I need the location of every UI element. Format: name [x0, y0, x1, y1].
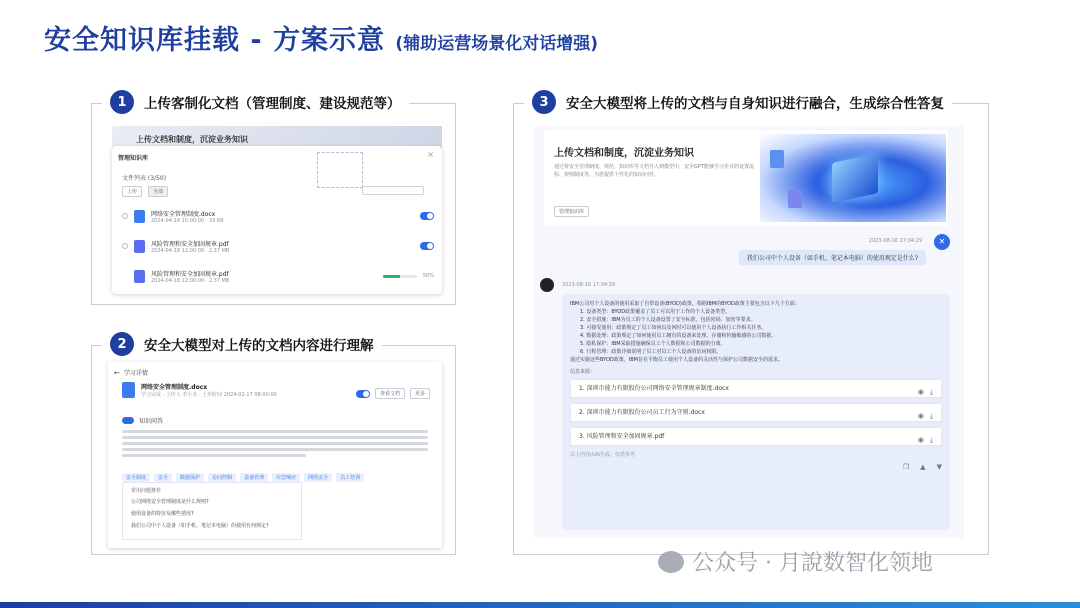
source-name: 2. 深圳市能力有限股份公司员工行为守则.docx: [579, 408, 705, 416]
step3-number: 3: [532, 90, 556, 114]
bot-answer: [562, 294, 950, 530]
source-item[interactable]: [570, 403, 942, 422]
source-item[interactable]: [570, 427, 942, 446]
back-label: 学习详情: [123, 370, 148, 377]
eye-icon[interactable]: ◉: [917, 411, 924, 420]
user-message-time: 2023-08-16 17:04:29: [868, 238, 922, 244]
bottom-accent-bar: [0, 602, 1080, 608]
copy-icon[interactable]: ❐: [902, 463, 910, 471]
word-doc-icon: [770, 150, 784, 168]
step1-header: [102, 90, 409, 114]
doc-name: 网络安全管理制度.docx: [141, 384, 208, 391]
tag-chip[interactable]: 安全: [154, 473, 172, 482]
step1-number: 1: [110, 90, 134, 114]
thumbs-up-icon[interactable]: ▲: [920, 463, 926, 471]
answer-intro: IBM公司对个人设备的使用采取了自带设备(BYOD)政策。根据IBM的BYOD政策主要包含以下几个方面：: [570, 301, 800, 307]
source-name: 3. 风险管理和安全加固规章.pdf: [579, 432, 665, 440]
answer-end: 通过实施这些BYOD政策，IBM旨在平衡员工使用个人设备的灵活性与保护公司数据安全的需求。: [570, 357, 783, 363]
eye-icon[interactable]: ◉: [917, 387, 924, 396]
file-list-label: 文件列表 (3/50): [122, 175, 167, 182]
file-meta: 2024-04-18 12:00:00 · 2.37 MB: [151, 277, 230, 284]
chat-window: [534, 126, 964, 538]
page-subtitle: (辅助运营场景化对话增强): [395, 34, 598, 54]
step2-header: [102, 332, 382, 356]
manage-kb-button[interactable]: 管理知识库: [554, 206, 589, 217]
ai-disclaimer: 以上内容由AI生成，仅供参考: [570, 452, 635, 458]
answer-item: 5. 隐私保护：IBM采取措施确保员工个人数据和公司数据的分离。: [580, 341, 726, 347]
user-question: 我们公司中个人设备（如手机、笔记本电脑）的使用规定是什么?: [739, 250, 926, 265]
intro-card-title: 上传文档和制度，沉淀业务知识: [554, 148, 694, 159]
ai-chip-illustration: [760, 134, 946, 222]
faq-item[interactable]: 使用设备的特征及哪些情况?: [131, 511, 194, 517]
step1-banner: 上传文档和制度，沉淀业务知识: [112, 126, 442, 150]
answer-item: 3. 可接受使用：政策规定了员工如何以及何时可以使用个人设备执行工作相关任务。: [580, 325, 767, 331]
intro-card: [544, 130, 948, 226]
file-meta: 2024-04-18 15:00:00 · 33 KB: [151, 217, 224, 224]
tag-chip[interactable]: 员工培训: [336, 473, 364, 482]
download-icon[interactable]: ⤓: [929, 387, 933, 396]
answer-item: 2. 安全措施：IBM为员工的个人设备设置了安全标准，包括密码、加密等要求。: [580, 317, 756, 323]
tag-chip[interactable]: 设备管理: [240, 473, 268, 482]
download-icon[interactable]: ⤓: [929, 411, 933, 420]
learning-detail-card: [108, 362, 442, 548]
tag-chip[interactable]: 应急响应: [272, 473, 300, 482]
page-title: 安全知识库挂载 - 方案示意 (辅助运营场景化对话增强): [44, 25, 598, 56]
step2-title: 安全大模型对上传的文档内容进行理解: [144, 338, 374, 354]
answer-item: 1. 设备类型：BYOD政策覆盖了员工可以用于工作的个人设备类型。: [580, 309, 731, 315]
knowledge-dialog: [112, 146, 442, 294]
file-row[interactable]: [122, 264, 434, 288]
step1-title: 上传客制化文档（管理制度、建设规范等）: [144, 96, 401, 112]
tag-chip[interactable]: 数据保护: [176, 473, 204, 482]
upload-progress-fill: [383, 275, 400, 278]
upload-progress-bar: [383, 275, 417, 278]
cube-icon: [832, 153, 878, 203]
upload-progress-text: 50%: [422, 273, 434, 279]
radio-icon[interactable]: [122, 213, 128, 219]
file-name: 风险管理和安全加固规章.pdf: [151, 240, 229, 248]
step3-header: [524, 90, 952, 114]
watermark: 公众号 · 月說数智化领地: [658, 546, 933, 577]
back-arrow-icon[interactable]: ←: [114, 368, 120, 377]
word-file-icon: [134, 210, 145, 223]
intro-card-desc: 通过将安全管理制度、规范，知识库等文档导入到模型中，安全GPT能够学习企业的处置流程、规则制度等，为您提供个性化的知识问答。: [554, 164, 754, 178]
tab-all[interactable]: 全部: [148, 186, 168, 197]
pdf-file-icon: [134, 270, 145, 283]
tag-chip[interactable]: 网络安全: [304, 473, 332, 482]
source-item[interactable]: [570, 379, 942, 398]
faq-header: 常用问题推荐: [131, 488, 162, 494]
step2-number: 2: [110, 332, 134, 356]
file-row[interactable]: [122, 234, 434, 258]
pdf-doc-icon: [788, 190, 802, 208]
section-label: 知识问答: [139, 418, 164, 425]
pdf-file-icon: [134, 240, 145, 253]
thumbs-down-icon[interactable]: ▼: [936, 463, 942, 471]
upload-dropzone[interactable]: [317, 152, 363, 188]
user-avatar: ✕: [934, 234, 950, 250]
file-meta: 2024-04-18 12:00:00 · 2.37 MB: [151, 247, 230, 254]
file-name: 风险管理和安全加固规章.pdf: [151, 270, 229, 278]
doc-summary-text: [122, 430, 428, 460]
tab-upload[interactable]: 上传: [122, 186, 142, 197]
radio-icon[interactable]: [122, 243, 128, 249]
sources-label: 信息来源：: [570, 369, 596, 375]
step3-title: 安全大模型将上传的文档与自身知识进行融合，生成综合性答复: [566, 96, 944, 112]
file-enable-toggle[interactable]: [420, 212, 434, 220]
faq-item[interactable]: 公司网络安全管理制度是什么规则?: [131, 499, 209, 505]
view-toggle[interactable]: [356, 390, 370, 398]
faq-item[interactable]: 我们公司中个人设备（如手机、笔记本电脑）的使用有何规定?: [131, 523, 269, 529]
download-icon[interactable]: ⤓: [929, 435, 933, 444]
answer-item: 6. 行程管理：政策详细说明了员工对员工个人设备的访问权限。: [580, 349, 722, 355]
file-row[interactable]: [122, 204, 434, 228]
tag-list: [122, 464, 432, 483]
view-doc-button[interactable]: 查看文档: [375, 388, 405, 399]
eye-icon[interactable]: ◉: [917, 435, 924, 444]
bot-avatar: [540, 278, 554, 292]
word-file-icon: [122, 382, 135, 398]
doc-meta: 学习完成 · 上传人 李小名 · 上传时间 2024-02-17 08:00:00: [141, 392, 277, 398]
file-search-input[interactable]: [362, 186, 424, 195]
source-name: 1. 深圳市能力有限股份公司网络安全管理规章制度.docx: [579, 384, 729, 392]
faq-box: [122, 482, 302, 540]
dialog-title: 管理知识库: [118, 155, 149, 162]
more-button[interactable]: 更多: [410, 388, 430, 399]
answer-item: 4. 数据处理：政策规定了如何使用员工拥有的设备来处理、存储和传输敏感的公司数据。: [580, 333, 777, 339]
bot-message-time: 2023-08-16 17:04:29: [562, 282, 616, 288]
knowledge-qa-icon: [122, 417, 134, 424]
wechat-icon: [658, 551, 684, 573]
tag-chip[interactable]: 安全制度: [122, 473, 150, 482]
file-enable-toggle[interactable]: [420, 242, 434, 250]
tag-chip[interactable]: 访问控制: [208, 473, 236, 482]
file-name: 网络安全管理制度.docx: [151, 210, 216, 218]
close-icon[interactable]: ×: [427, 150, 434, 159]
